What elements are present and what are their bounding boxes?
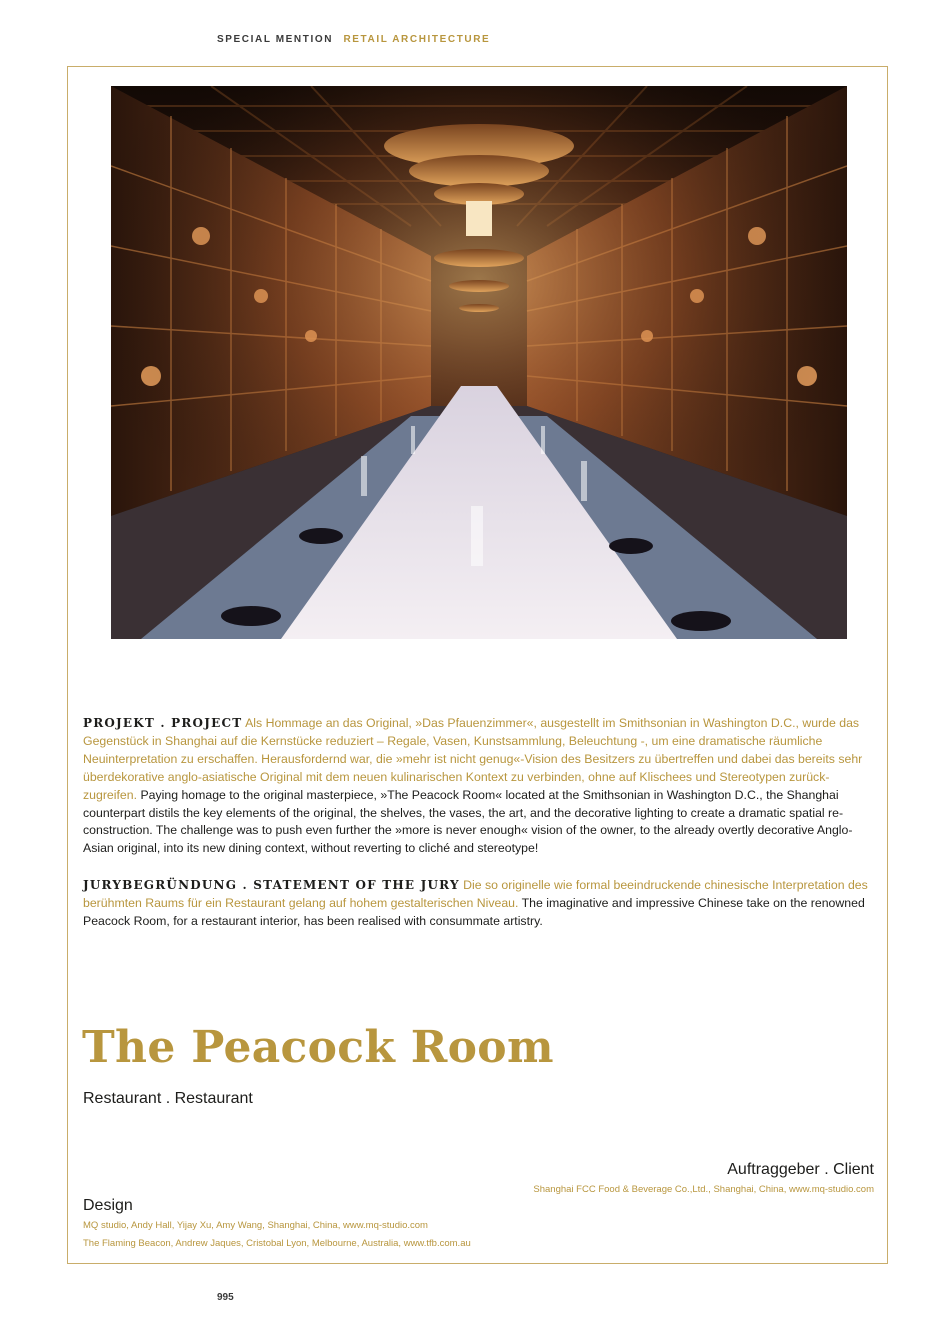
project-label: PROJEKT . PROJECT <box>83 716 243 730</box>
project-text-de: Als Hommage an das Original, »Das Pfauenzimmer«, ausgestellt im Smithsonian in Washington D.C., wurde das Gegenstück in Shanghai auf die Kernstücke reduziert – Regale, Vasen, Kunstsammlung, Beleuchtung -, um eine dramatische räumliche Neuinterpretation zu erschaffen. Herausfordernd war, die »mehr ist nicht genug«-Vision des Besitzers zu übertreffen und dabei das bereits sehr überdekorative anglo-asiatische Original mit dem neuen kulinarischen Kontext zu verbinden, ohne auf Klischees und Stereotypen zurück-zugreifen. <box>83 716 863 802</box>
header-category: RETAIL ARCHITECTURE <box>343 34 491 45</box>
page-number: 995 <box>217 1292 234 1303</box>
design-credit-line: MQ studio, Andy Hall, Yijay Xu, Amy Wang, Shanghai, China, www.mq-studio.com <box>83 1220 428 1231</box>
client-label: Auftraggeber . Client <box>727 1161 874 1178</box>
design-credit-line: The Flaming Beacon, Andrew Jaques, Cristobal Lyon, Melbourne, Australia, www.tfb.com.au <box>83 1238 471 1249</box>
restaurant-photo <box>111 86 847 639</box>
jury-statement <box>83 877 875 931</box>
project-subtitle: Restaurant . Restaurant <box>83 1090 253 1107</box>
jury-text-en: The imaginative and impressive Chinese take on the renowned Peacock Room, for a restaurant interior, has been realised with consummate artistry. <box>83 895 865 928</box>
page-header <box>217 34 490 45</box>
project-description <box>83 715 875 858</box>
client-text: Shanghai FCC Food & Beverage Co.,Ltd., Shanghai, China, www.mq-studio.com <box>533 1184 874 1195</box>
design-label: Design <box>83 1197 133 1214</box>
project-text-en: Paying homage to the original masterpiece, »The Peacock Room« located at the Smithsonian in Washington D.C., the Shanghai counterpart distils the key elements of the original, the shelves, the vases, the art, and the decorative lighting to create a dramatic spatial re-construction. The challenge was to push even further the »more is never enough« vision of the owner, to the already overtly decorative Anglo-Asian original, into its new dining context, without reverting to cliché and stereotype! <box>83 787 853 856</box>
jury-text-de: Die so originelle wie formal beeindruckende chinesische Interpretation des berühmten Raums für ein Restaurant gelang auf hohem gestalterischen Niveau. <box>83 878 868 910</box>
project-title: The Peacock Room <box>82 1022 554 1073</box>
jury-label: JURYBEGRÜNDUNG . STATEMENT OF THE JURY <box>83 878 460 892</box>
header-section: SPECIAL MENTION <box>217 34 334 45</box>
